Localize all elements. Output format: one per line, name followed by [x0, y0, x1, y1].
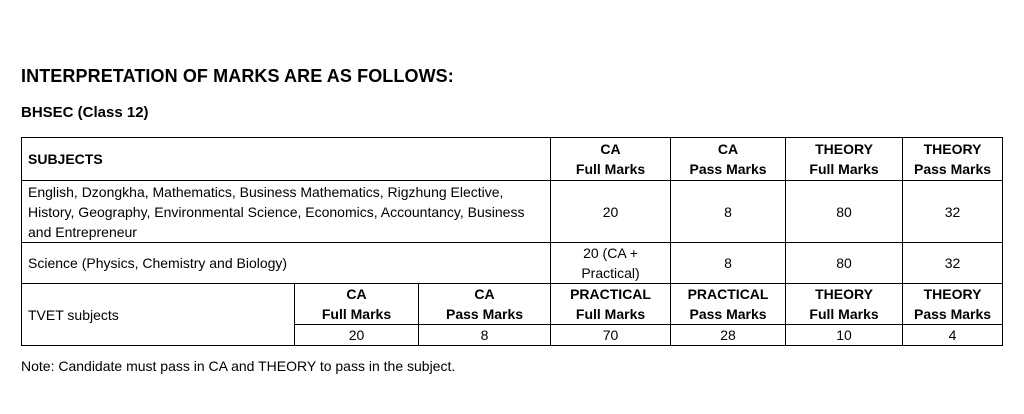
header-label-line1: CA	[474, 286, 495, 302]
header-theory-pass-marks	[903, 138, 1003, 181]
header-label-line2: Pass Marks	[914, 161, 992, 177]
header-label-line2: Pass Marks	[689, 306, 767, 322]
theory-pass-cell: 32	[903, 243, 1003, 284]
tvet-ca-full-cell: 20	[295, 325, 419, 346]
tvet-header-practical-full	[551, 284, 671, 325]
ca-full-cell: 20 (CA + Practical)	[551, 243, 671, 284]
footnote: Note: Candidate must pass in CA and THEORY to pass in the subject.	[21, 358, 456, 374]
header-label-line2: Full Marks	[321, 306, 392, 322]
theory-pass-cell: 32	[903, 181, 1003, 243]
header-label-line1: CA	[346, 286, 367, 302]
table-row	[22, 181, 1003, 243]
header-label-line1: THEORY	[815, 141, 873, 157]
tvet-theory-pass-cell: 4	[903, 325, 1003, 346]
header-subjects: SUBJECTS	[22, 138, 551, 181]
header-label-line2: Full Marks	[575, 161, 646, 177]
tvet-header-row	[22, 284, 1003, 325]
header-label-line2: Full Marks	[809, 161, 879, 177]
tvet-practical-full-cell: 70	[551, 325, 671, 346]
header-label-line1: CA	[600, 141, 621, 157]
header-label-line2: Full Marks	[575, 306, 646, 322]
header-label-line1: THEORY	[923, 141, 982, 157]
header-ca-pass-marks	[671, 138, 786, 181]
tvet-header-practical-pass	[671, 284, 786, 325]
header-label-line2: Full Marks	[809, 306, 879, 322]
tvet-practical-pass-cell: 28	[671, 325, 786, 346]
header-ca-full-marks	[551, 138, 671, 181]
subjects-cell: English, Dzongkha, Mathematics, Business Mathematics, Rigzhung Elective, History, Geography, Environmental Science, Economics, Accountancy, Business and Entrepreneur	[22, 181, 551, 243]
marks-table	[21, 137, 1003, 346]
tvet-subjects-label: TVET subjects	[22, 284, 295, 346]
header-label-line2: Pass Marks	[914, 306, 992, 322]
tvet-header-ca-pass	[419, 284, 551, 325]
header-label-line1: CA	[717, 141, 739, 157]
ca-full-cell: 20	[551, 181, 671, 243]
subjects-cell: Science (Physics, Chemistry and Biology)	[22, 243, 551, 284]
header-label-line1: PRACTICAL	[570, 286, 651, 302]
header-theory-full-marks	[786, 138, 903, 181]
table-header-row	[22, 138, 1003, 181]
tvet-header-theory-pass	[903, 284, 1003, 325]
ca-pass-cell: 8	[671, 181, 786, 243]
header-label-line1: THEORY	[923, 286, 982, 302]
theory-full-cell: 80	[786, 181, 903, 243]
theory-full-cell: 80	[786, 243, 903, 284]
header-label-line2: Pass Marks	[689, 161, 767, 177]
header-label-line1: PRACTICAL	[687, 286, 769, 302]
tvet-header-theory-full	[786, 284, 903, 325]
ca-pass-cell: 8	[671, 243, 786, 284]
section-subheading: BHSEC (Class 12)	[21, 104, 149, 121]
header-label-line2: Pass Marks	[445, 306, 524, 322]
tvet-ca-pass-cell: 8	[419, 325, 551, 346]
header-label-line1: THEORY	[815, 286, 873, 302]
page-heading: INTERPRETATION OF MARKS ARE AS FOLLOWS:	[21, 66, 454, 86]
tvet-theory-full-cell: 10	[786, 325, 903, 346]
table-row	[22, 243, 1003, 284]
tvet-header-ca-full	[295, 284, 419, 325]
